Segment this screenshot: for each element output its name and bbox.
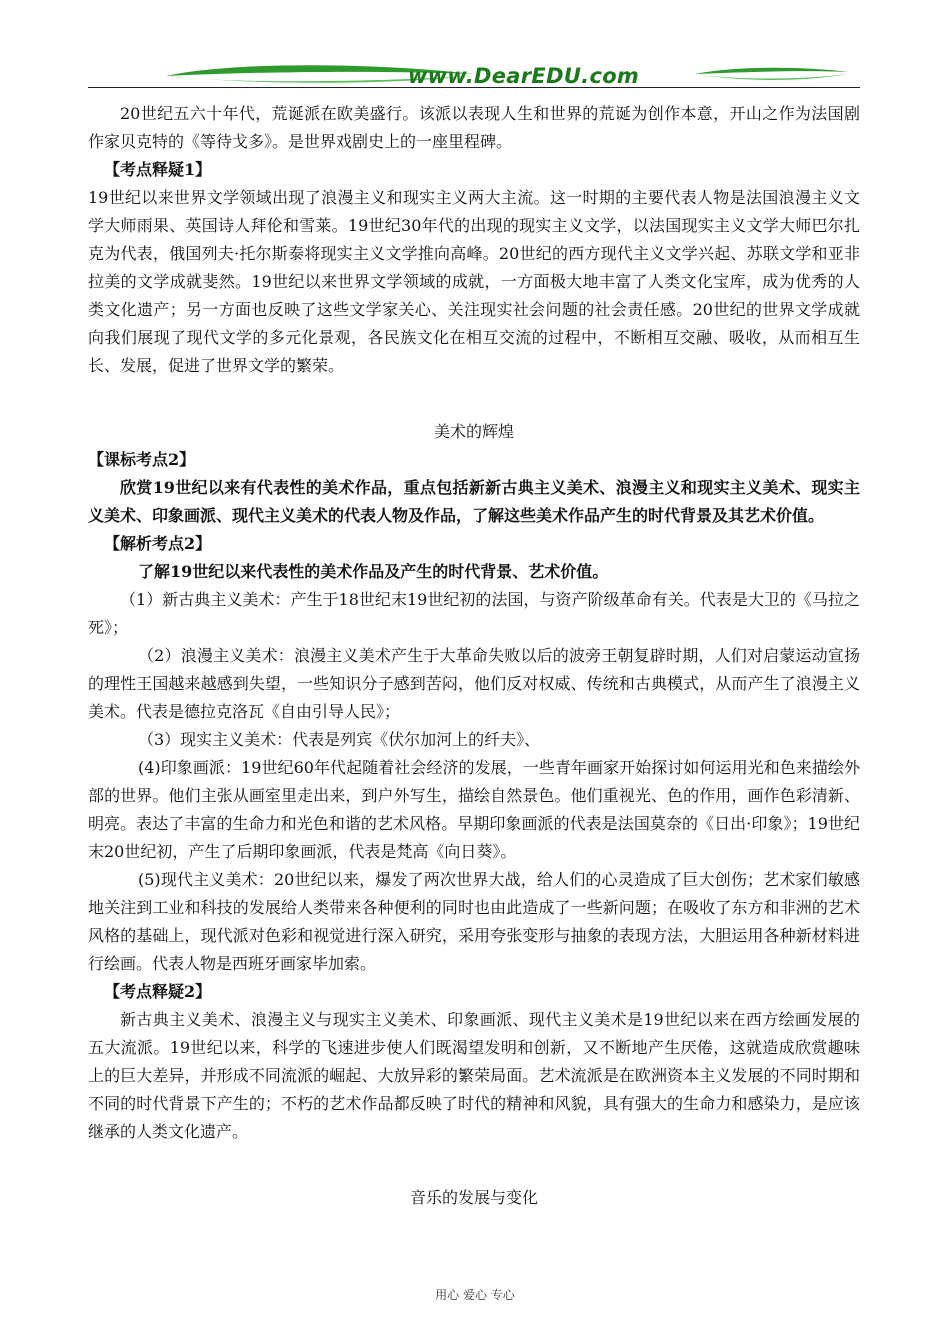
analysis-item-2: （2）浪漫主义美术：浪漫主义美术产生于大革命失败以后的波旁王朝复辟时期，人们对启蒙运动宣扬的理性王国越来越感到失望，一些知识分子感到苦闷，他们反对权威、传统和古典模式，从而产生了浪漫主义美术。代表是德拉克洛瓦《自由引导人民》； [88,646,860,721]
header-rule [88,87,860,88]
standard-2-paragraph: 欣赏19世纪以来有代表性的美术作品，重点包括新新古典主义美术、浪漫主义和现实主义美术、现实主义美术、印象画派、现代主义美术的代表人物及作品，了解这些美术作品产生的时代背景及其艺术价值。 [88,478,860,525]
tag-standard-2: 【课标考点2】 [88,450,196,469]
tag-explain-2: 【考点释疑2】 [104,982,212,1001]
explain-1-paragraph: 19世纪以来世界文学领域出现了浪漫主义和现实主义两大主流。这一时期的主要代表人物是法国浪漫主义文学大师雨果、英国诗人拜伦和雪莱。19世纪30年代的出现的现实主义文学，以法国现实主义文学大师巴尔扎克为代表，俄国列夫·托尔斯泰将现实主义文学推向高峰。20世纪的西方现代主义文学兴起、苏联文学和亚非拉美的文学成就斐然。19世纪以来世界文学领域的成就，一方面极大地丰富了人类文化宝库，成为优秀的人类文化遗产；另一方面也反映了这些文学家关心、关注现实社会问题的社会责任感。20世纪的世界文学成就向我们展现了现代文学的多元化景观，各民族文化在相互交流的过程中，不断相互交融、吸收，从而相互生长、发展，促进了世界文学的繁荣。 [88,188,860,375]
page-header [88,60,860,90]
analysis-item-4: (4)印象画派：19世纪60年代起随着社会经济的发展，一些青年画家开始探讨如何运用光和色来描绘外部的世界。他们主张从画室里走出来，到户外写生，描绘自然景色。他们重视光、色的作用，画作色彩清新、明亮。表达了丰富的生命力和光色和谐的艺术风格。早期印象画派的代表是法国莫奈的《日出·印象》；19世纪末20世纪初，产生了后期印象画派，代表是梵高《向日葵》。 [88,758,860,861]
explain-2-paragraph: 新古典主义美术、浪漫主义与现实主义美术、印象画派、现代主义美术是19世纪以来在西方绘画发展的五大流派。19世纪以来，科学的飞速进步使人们既渴望发明和创新，又不断地产生厌倦，这就造成欣赏趣味上的巨大差异，并形成不同流派的崛起、大放异彩的繁荣局面。艺术流派是在欧洲资本主义发展的不同时期和不同的时代背景下产生的；不朽的艺术作品都反映了时代的精神和风貌，具有强大的生命力和感染力，是应该继承的人类文化遗产。 [88,1010,860,1141]
analysis-item-3: （3）现实主义美术：代表是列宾《伏尔加河上的纤夫》、 [138,730,541,749]
page-footer: 用心 爱心 专心 [435,1288,515,1302]
analysis-item-5: (5)现代主义美术：20世纪以来，爆发了两次世界大战，给人们的心灵造成了巨大创伤；艺术家们敏感地关注到工业和科技的发展给人类带来各种便利的同时也由此造成了一些新问题；在吸收了东方和非洲的艺术风格的基础上，现代派对色彩和视觉进行深入研究，采用夸张变形与抽象的表现方法，大胆运用各种新材料进行绘画。代表人物是西班牙画家毕加索。 [88,870,860,973]
document-body [88,100,860,1212]
header-swoosh-right [693,62,853,90]
section-title-music: 音乐的发展与变化 [409,1188,538,1207]
site-url[interactable]: www.DearEDU.com [408,64,640,88]
tag-analysis-2: 【解析考点2】 [104,534,212,553]
analysis-item-1: （1）新古典主义美术：产生于18世纪末19世纪初的法国，与资产阶级革命有关。代表是大卫的《马拉之死》； [88,590,860,637]
intro-paragraph: 20世纪五六十年代，荒诞派在欧美盛行。该派以表现人生和世界的荒诞为创作本意，开山之作为法国剧作家贝克特的《等待戈多》。是世界戏剧史上的一座里程碑。 [88,104,860,151]
analysis-2-lead: 了解19世纪以来代表性的美术作品及产生的时代背景、艺术价值。 [138,562,609,581]
section-title-art: 美术的辉煌 [433,422,514,441]
tag-explain-1: 【考点释疑1】 [104,160,212,179]
